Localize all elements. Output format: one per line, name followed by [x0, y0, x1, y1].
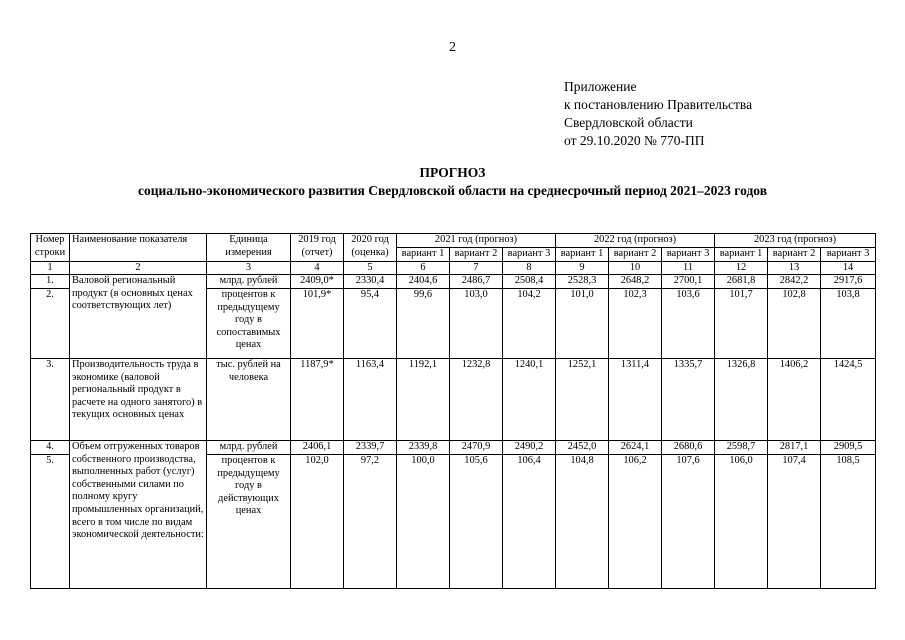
- value-cell: 2817,1: [768, 441, 821, 455]
- header-row-number: Номер строки: [31, 234, 70, 262]
- value-cell: 2404,6: [397, 275, 450, 289]
- header-variant: вариант 3: [503, 248, 556, 262]
- value-cell: 102,0: [291, 455, 344, 589]
- column-number: 11: [662, 262, 715, 275]
- value-cell: 106,4: [503, 455, 556, 589]
- value-cell: 104,2: [503, 289, 556, 359]
- column-number: 2: [70, 262, 207, 275]
- row-number: 1.: [31, 275, 70, 289]
- row-number: 5.: [31, 455, 70, 589]
- header-2023: 2023 год (прогноз): [715, 234, 876, 248]
- value-cell: 101,0: [556, 289, 609, 359]
- column-number: 3: [207, 262, 291, 275]
- value-cell: 1232,8: [450, 359, 503, 441]
- value-cell: 2508,4: [503, 275, 556, 289]
- table-row: [31, 359, 876, 441]
- header-variant: вариант 1: [397, 248, 450, 262]
- value-cell: 2406,1: [291, 441, 344, 455]
- value-cell: 103,0: [450, 289, 503, 359]
- value-cell: 1424,5: [821, 359, 876, 441]
- header-row-years: [31, 234, 876, 248]
- value-cell: 1163,4: [344, 359, 397, 441]
- unit-cell: млрд. рублей: [207, 441, 291, 455]
- column-number: 6: [397, 262, 450, 275]
- column-number: 1: [31, 262, 70, 275]
- value-cell: 2409,0*: [291, 275, 344, 289]
- column-number: 10: [609, 262, 662, 275]
- header-variant: вариант 1: [556, 248, 609, 262]
- header-variant: вариант 2: [450, 248, 503, 262]
- value-cell: 2648,2: [609, 275, 662, 289]
- header-unit: Единица измерения: [207, 234, 291, 262]
- title-line-sub: социально-экономического развития Свердловской области на среднесрочный период 2021–2023 годов: [137, 183, 767, 198]
- value-cell: 2909,5: [821, 441, 876, 455]
- value-cell: 1192,1: [397, 359, 450, 441]
- value-cell: 2490,2: [503, 441, 556, 455]
- value-cell: 2917,6: [821, 275, 876, 289]
- value-cell: 2339,7: [344, 441, 397, 455]
- table-body: [31, 234, 876, 589]
- indicator-name: Производительность труда в экономике (валовой региональный продукт в расчете на одного занятого) в текущих основных ценах: [70, 359, 207, 441]
- value-cell: 1187,9*: [291, 359, 344, 441]
- header-indicator: Наименование показателя: [70, 234, 207, 262]
- value-cell: 100,0: [397, 455, 450, 589]
- value-cell: 95,4: [344, 289, 397, 359]
- value-cell: 2624,1: [609, 441, 662, 455]
- row-number: 4.: [31, 441, 70, 455]
- unit-cell: процентов к предыдущему году в действующих ценах: [207, 455, 291, 589]
- header-2019: 2019 год (отчет): [291, 234, 344, 262]
- header-2021: 2021 год (прогноз): [397, 234, 556, 248]
- indicator-name: Валовой региональный продукт (в основных ценах соответствующих лет): [70, 275, 207, 359]
- page-number: 2: [449, 40, 456, 55]
- appendix-line: к постановлению Правительства: [564, 97, 753, 112]
- value-cell: 2598,7: [715, 441, 768, 455]
- value-cell: 106,2: [609, 455, 662, 589]
- value-cell: 103,6: [662, 289, 715, 359]
- column-number: 8: [503, 262, 556, 275]
- unit-cell: процентов к предыдущему году в сопоставимых ценах: [207, 289, 291, 359]
- row-number: 3.: [31, 359, 70, 441]
- column-number: 4: [291, 262, 344, 275]
- header-2020: 2020 год (оценка): [344, 234, 397, 262]
- document-title: [0, 164, 905, 200]
- value-cell: 101,7: [715, 289, 768, 359]
- appendix-line: Приложение: [564, 79, 637, 94]
- value-cell: 1311,4: [609, 359, 662, 441]
- value-cell: 97,2: [344, 455, 397, 589]
- column-number: 13: [768, 262, 821, 275]
- column-number: 12: [715, 262, 768, 275]
- header-variant: вариант 3: [662, 248, 715, 262]
- value-cell: 102,3: [609, 289, 662, 359]
- row-number: 2.: [31, 289, 70, 359]
- value-cell: 1240,1: [503, 359, 556, 441]
- value-cell: 2330,4: [344, 275, 397, 289]
- indicator-name: Объем отгруженных товаров собственного производства, выполненных работ (услуг) собственными силами по полному кругу промышленных организаций, всего в том числе по видам экономической деятельности:: [70, 441, 207, 589]
- column-number: 5: [344, 262, 397, 275]
- value-cell: 2486,7: [450, 275, 503, 289]
- value-cell: 1326,8: [715, 359, 768, 441]
- value-cell: 107,6: [662, 455, 715, 589]
- appendix-line: от 29.10.2020 № 770-ПП: [564, 133, 705, 148]
- forecast-table: [30, 233, 876, 589]
- column-number: 9: [556, 262, 609, 275]
- value-cell: 99,6: [397, 289, 450, 359]
- value-cell: 2339,8: [397, 441, 450, 455]
- column-numbers-row: [31, 262, 876, 275]
- header-variant: вариант 3: [821, 248, 876, 262]
- column-number: 7: [450, 262, 503, 275]
- appendix-block: [564, 78, 752, 150]
- value-cell: 1406,2: [768, 359, 821, 441]
- unit-cell: млрд. рублей: [207, 275, 291, 289]
- value-cell: 1252,1: [556, 359, 609, 441]
- value-cell: 107,4: [768, 455, 821, 589]
- value-cell: 2452,0: [556, 441, 609, 455]
- value-cell: 2528,3: [556, 275, 609, 289]
- appendix-line: Свердловской области: [564, 115, 693, 130]
- header-variant: вариант 1: [715, 248, 768, 262]
- value-cell: 108,5: [821, 455, 876, 589]
- value-cell: 105,6: [450, 455, 503, 589]
- value-cell: 2470,9: [450, 441, 503, 455]
- value-cell: 106,0: [715, 455, 768, 589]
- header-variant: вариант 2: [768, 248, 821, 262]
- column-number: 14: [821, 262, 876, 275]
- value-cell: 2842,2: [768, 275, 821, 289]
- value-cell: 101,9*: [291, 289, 344, 359]
- header-variant: вариант 2: [609, 248, 662, 262]
- value-cell: 2680,6: [662, 441, 715, 455]
- title-line-main: ПРОГНОЗ: [419, 165, 486, 180]
- unit-cell: тыс. рублей на человека: [207, 359, 291, 441]
- value-cell: 2700,1: [662, 275, 715, 289]
- value-cell: 102,8: [768, 289, 821, 359]
- table-row: [31, 275, 876, 289]
- value-cell: 2681,8: [715, 275, 768, 289]
- value-cell: 104,8: [556, 455, 609, 589]
- value-cell: 1335,7: [662, 359, 715, 441]
- header-2022: 2022 год (прогноз): [556, 234, 715, 248]
- value-cell: 103,8: [821, 289, 876, 359]
- table-row: [31, 441, 876, 455]
